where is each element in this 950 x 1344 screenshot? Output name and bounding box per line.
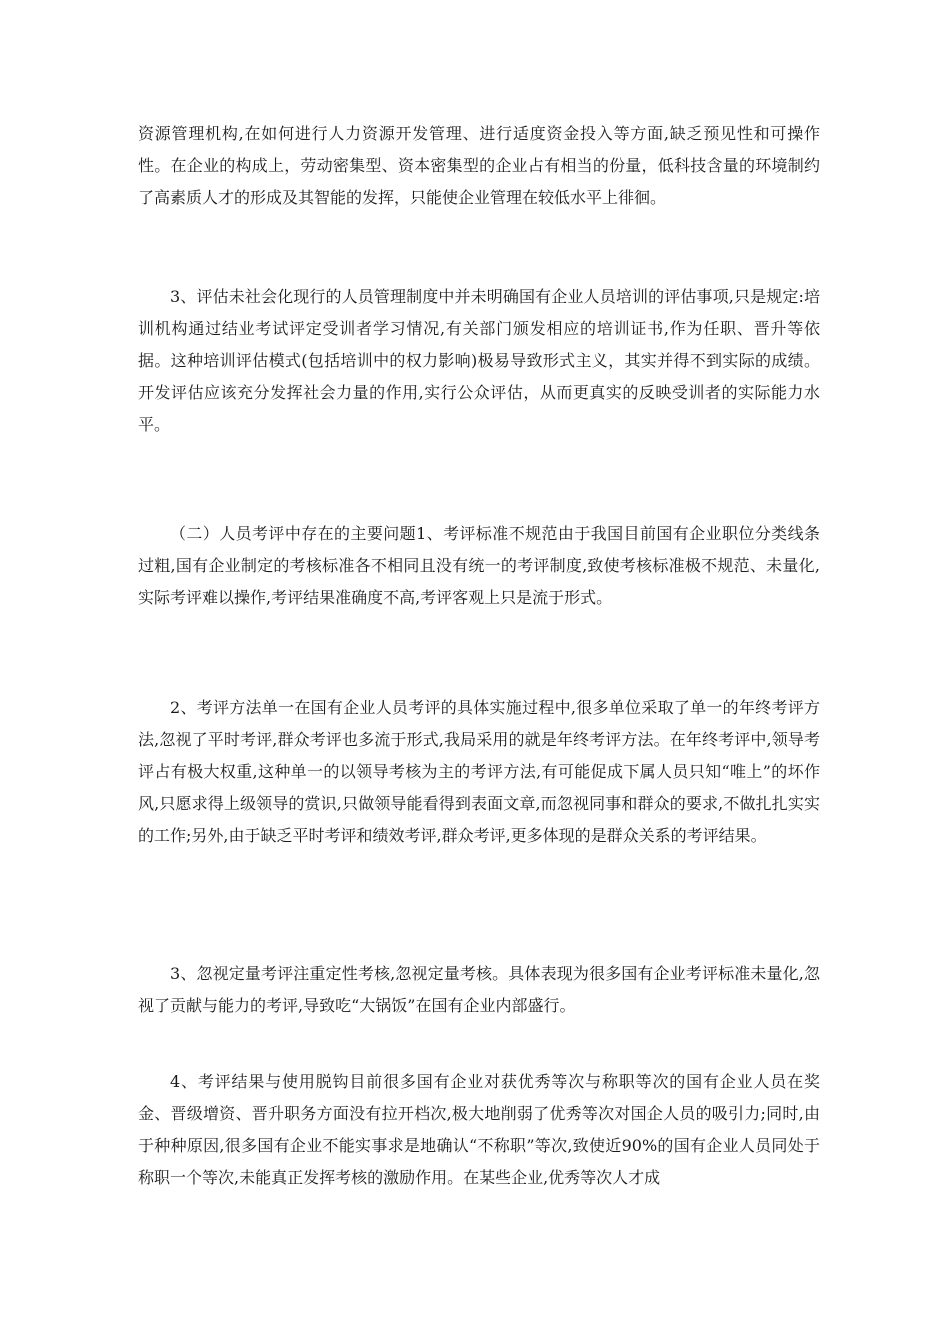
paragraph-single-appraisal-method: 2、考评方法单一在国有企业人员考评的具体实施过程中,很多单位采取了单一的年终考评方法,忽视了平时考评,群众考评也多流于形式,我局采用的就是年终考评方法。在年终考评中,领导考评占有极大权重,这种单一的以领导考核为主的考评方法,有可能促成下属人员只知“唯上”的坏作风,只愿求得上级领导的赏识,只做领导能看得到表面文章,而忽视同事和群众的要求,不做扎扎实实的工作;另外,由于缺乏平时考评和绩效考评,群众考评,更多体现的是群众关系的考评结果。	[138, 698, 820, 845]
paragraph-evaluation-not-socialized: 3、评估未社会化现行的人员管理制度中并未明确国有企业人员培训的评估事项,只是规定:培训机构通过结业考试评定受训者学习情况,有关部门颁发相应的培训证书,作为任职、晋升等依据。这种培训评估模式(包括培训中的权力影响)极易导致形式主义，其实并得不到实际的成绩。开发评估应该充分发挥社会力量的作用,实行公众评估，从而更真实的反映受训者的实际能力水平。	[138, 287, 820, 434]
paragraph-continuation: 资源管理机构,在如何进行人力资源开发管理、进行适度资金投入等方面,缺乏预见性和可操作性。在企业的构成上，劳动密集型、资本密集型的企业占有相当的份量，低科技含量的环境制约了高素质人才的形成及其智能的发挥，只能使企业管理在较低水平上徘徊。	[138, 124, 820, 207]
paragraph-quantitative-appraisal: 3、忽视定量考评注重定性考核,忽视定量考核。具体表现为很多国有企业考评标准未量化,忽视了贡献与能力的考评,导致吃“大锅饭”在国有企业内部盛行。	[138, 964, 820, 1015]
paragraph-results-decoupled: 4、考评结果与使用脱钩目前很多国有企业对获优秀等次与称职等次的国有企业人员在奖金、晋级增资、晋升职务方面没有拉开档次,极大地削弱了优秀等次对国企人员的吸引力;同时,由于种种原因,很多国有企业不能实事求是地确认“不称职”等次,致使近90%的国有企业人员同处于称职一个等次,未能真正发挥考核的激励作用。在某些企业,优秀等次人才成	[138, 1072, 820, 1187]
paragraph-appraisal-problems: （二）人员考评中存在的主要问题1、考评标准不规范由于我国目前国有企业职位分类线条过粗,国有企业制定的考核标准各不相同且没有统一的考评制度,致使考核标准极不规范、未量化,实际考评难以操作,考评结果准确度不高,考评客观上只是流于形式。	[138, 524, 820, 607]
